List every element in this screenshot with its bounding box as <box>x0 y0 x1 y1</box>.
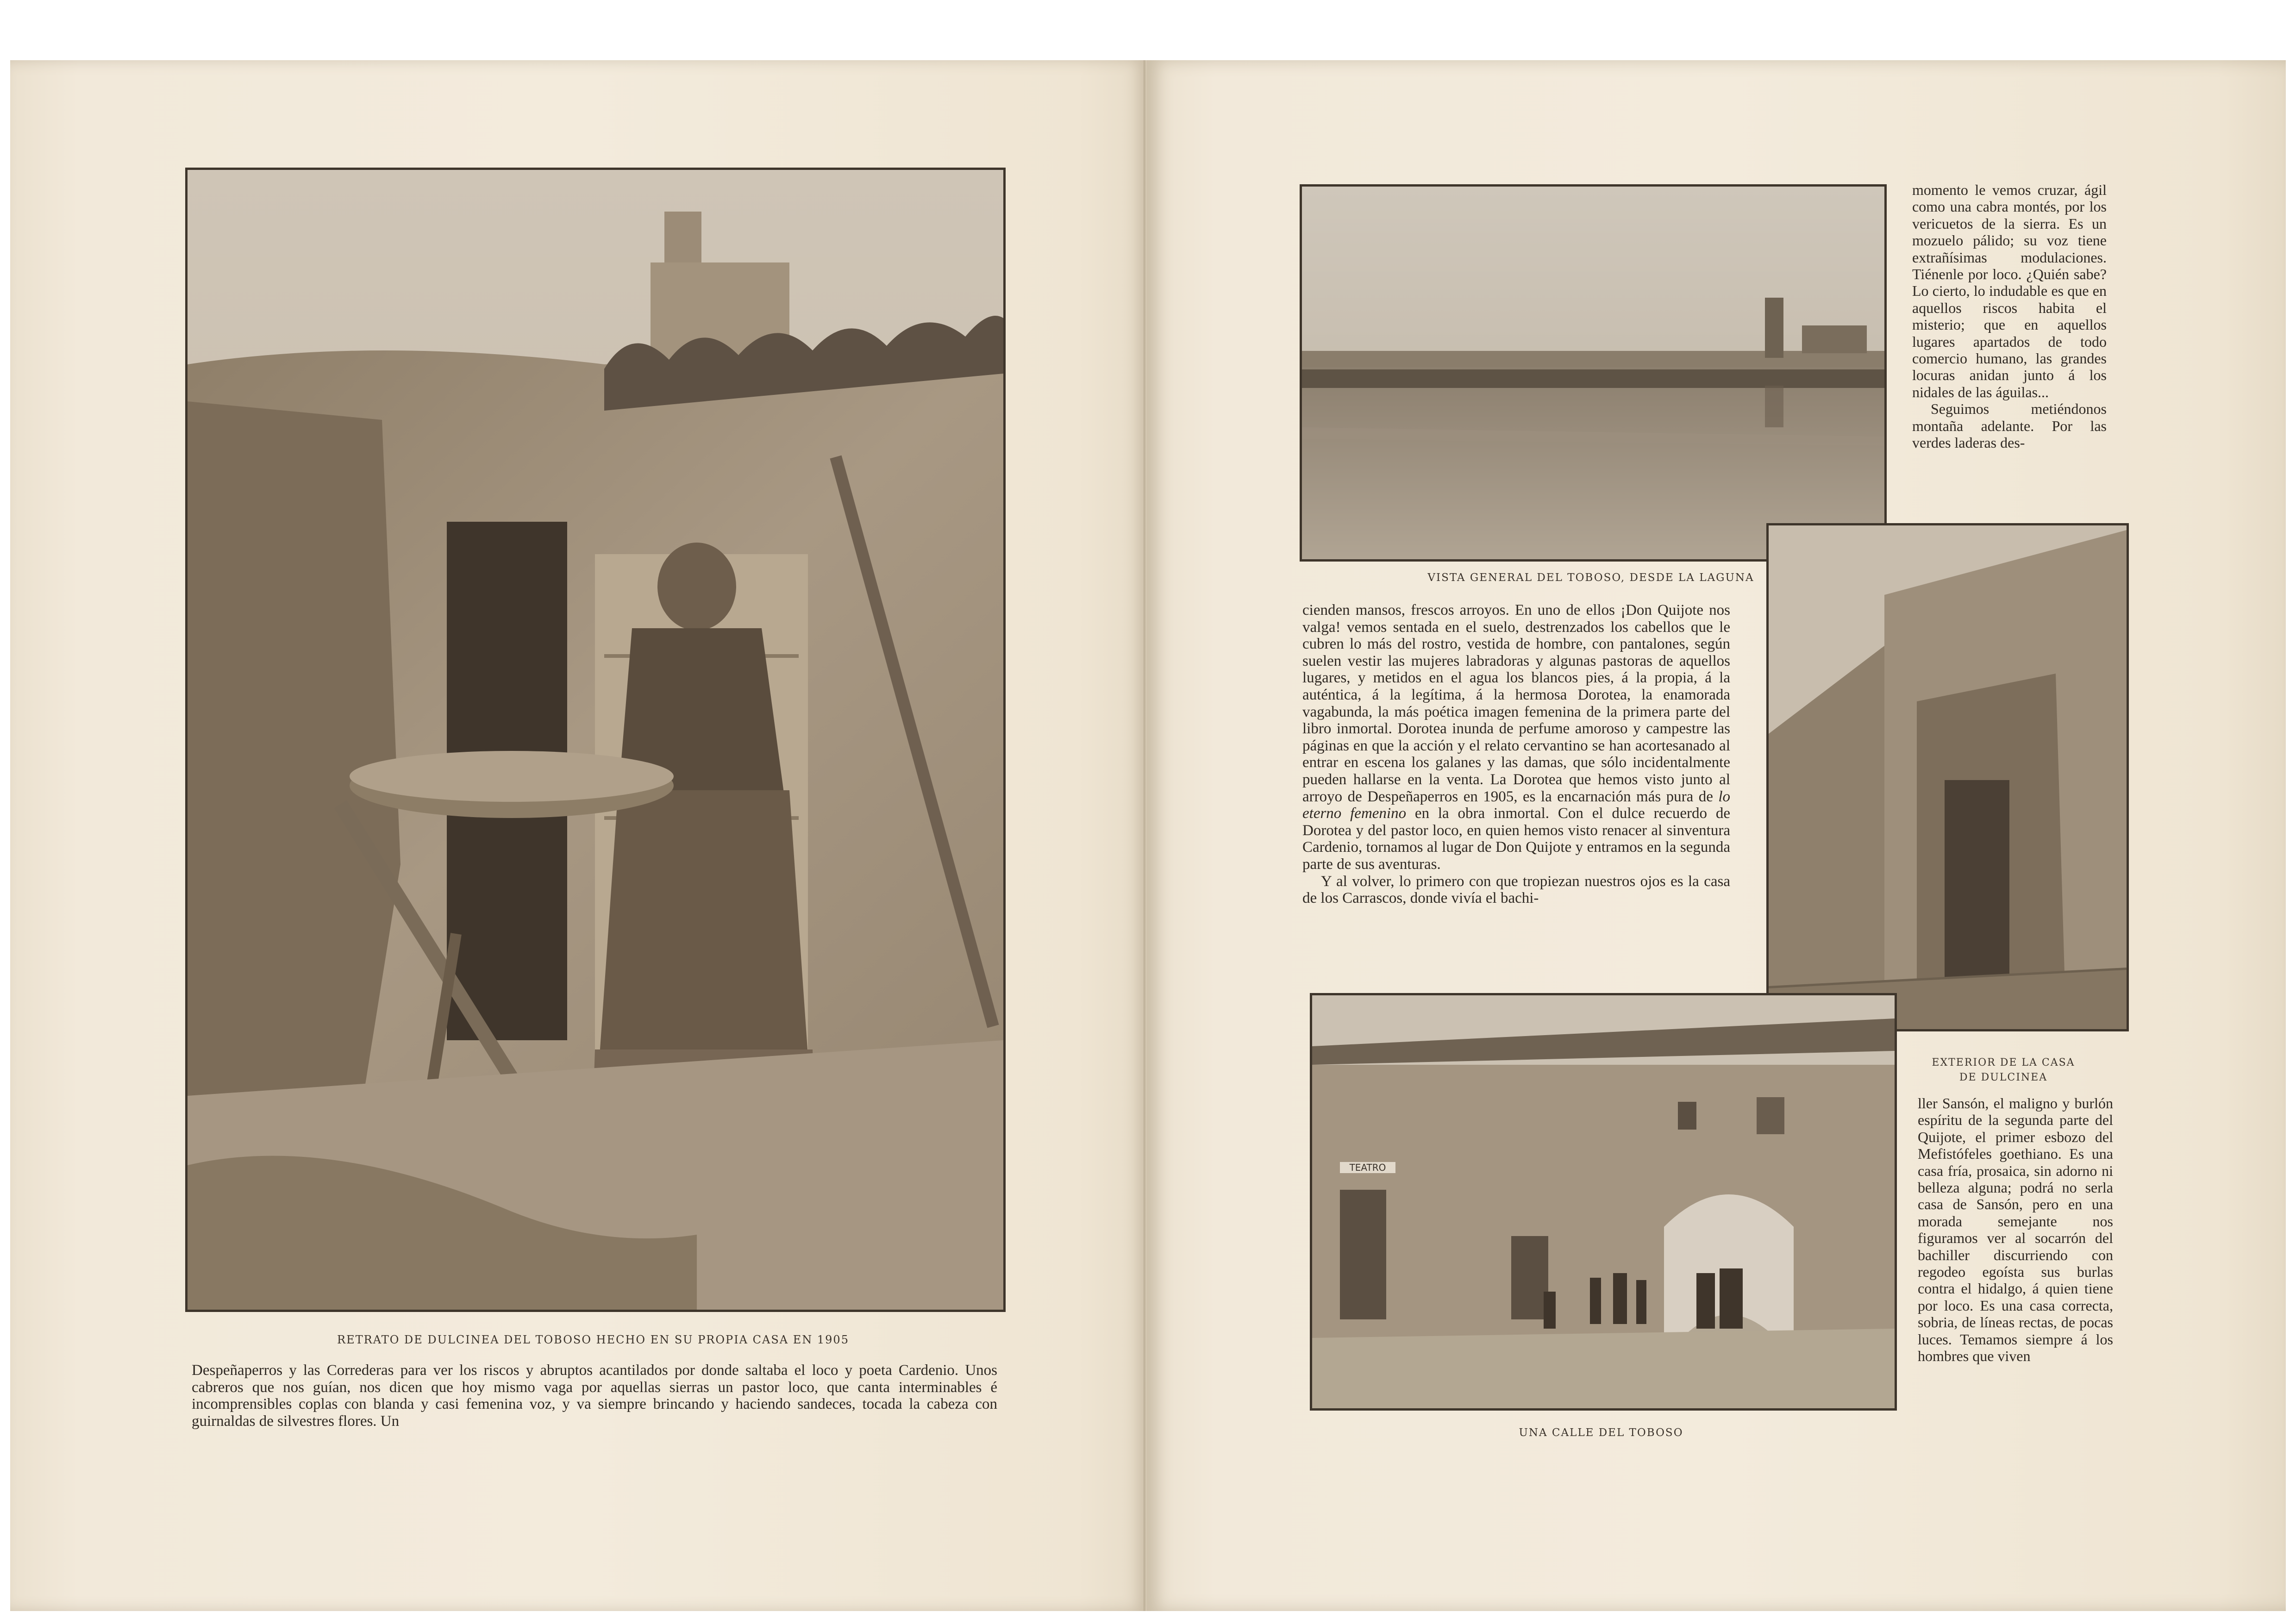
toboso-laguna-photo <box>1300 184 1887 562</box>
dulcinea-house-caption <box>1883 1056 2124 1085</box>
street-caption: UNA CALLE DEL TOBOSO <box>1519 1427 1683 1439</box>
book-spread <box>10 60 2286 1611</box>
toboso-street-photo <box>1310 993 1897 1411</box>
dulcinea-house-photo <box>1766 523 2129 1031</box>
right-page <box>1147 60 2286 1611</box>
left-body-text <box>192 1362 997 1430</box>
street-sign: TEATRO <box>1340 1162 1395 1173</box>
portrait-caption: RETRATO DE DULCINEA DEL TOBOSO HECHO EN SU PROPIA CASA EN 1905 <box>337 1333 849 1346</box>
right-middle-text <box>1302 602 1730 907</box>
right-middle-italic: lo eterno femenino <box>1302 788 1731 822</box>
right-bottom-column <box>1918 1095 2113 1365</box>
dulcinea-house-caption-line: EXTERIOR DE LA CASA <box>1932 1057 2075 1068</box>
right-middle-text-b: en la obra inmortal. Con el dulce recuerdo de Dorotea y del pastor loco, en quien hemos visto renacer al sinventura Cardenio, tornamos al lugar de Don Quijote y entramos en la segunda parte de sus aventuras. <box>1302 805 1730 873</box>
dulcinea-portrait-photo <box>185 168 1006 1312</box>
left-page <box>10 60 1147 1611</box>
right-top-paragraph: momento le vemos cruzar, ágil como una cabra montés, por los vericuetos de la sierra. Es un mozuelo pálido; su voz tiene extrañísimas modulaciones. Tiénenle por loco. ¿Quién sabe? Lo cierto, lo indudable es que en aquellos riscos habita el misterio; que en aquellos lugares apartados de todo comercio humano, las grandes locuras anidan junto á los nidales de las águilas... <box>1912 181 2107 400</box>
right-middle-text-a: cienden mansos, frescos arroyos. En uno de ellos ¡Don Quijote nos valga! vemos sentada en el suelo, destrenzados los cabellos que le cubren lo más del rostro, vestida de hombre, con pantalones, según suelen vestir las mujeres labradoras y algunas pastoras de aquellos lugares, y metidos en el agua los blancos pies, á la propia, á la auténtica, á la legítima, á la hermosa Dorotea, la enamorada vagabunda, la más poética imagen femenina de la primera parte del libro inmortal. Dorotea inunda de perfume amoroso y campestre las páginas en que la acción y el relato cervantino se han acortesanado al entrar en escena los galanes y las damas, que sólo incidentalmente pueden hallarse en la venta. La Dorotea que hemos visto junto al arroyo de Despeñaperros en 1905, es la encarnación más pura de <box>1302 602 1730 805</box>
left-body-paragraph: Despeñaperros y las Correderas para ver los riscos y abruptos acantilados por donde saltaba el loco y poeta Cardenio. Unos cabreros que nos guían, nos dicen que hoy mismo vaga por aquellas sierras un pastor loco, que canta interminables é incomprensibles coplas con blanda y casi femenina voz, y va siempre brincando y haciendo sandeces, tocada la cabeza con guirnaldas de silvestres flores. Un <box>192 1362 997 1430</box>
right-bottom-paragraph: ller Sansón, el maligno y burlón espíritu de la segunda parte del Quijote, el primer esbozo del Mefistófeles goethiano. Es una casa fría, prosaica, sin adorno ni belleza alguna; podrá no serla casa de Sansón, pero en una morada semejante nos figuramos ver al socarrón del bachiller discurriendo con regodeo egoísta sus burlas contra el hidalgo, á quien tiene por loco. Es una casa correcta, sobria, de líneas rectas, de pocas luces. Temamos siempre á los hombres que viven <box>1918 1095 2113 1365</box>
dulcinea-house-caption-line: DE DULCINEA <box>1959 1072 2048 1083</box>
right-middle-paragraph <box>1302 602 1730 873</box>
right-middle-paragraph-2: Y al volver, lo primero con que tropiezan nuestros ojos es la casa de los Carrascos, donde vivía el bachi- <box>1302 873 1730 907</box>
right-top-paragraph-2: Seguimos metiéndonos montaña adelante. Por las verdes laderas des- <box>1912 400 2107 451</box>
right-top-column <box>1912 181 2107 451</box>
laguna-caption: VISTA GENERAL DEL TOBOSO, DESDE LA LAGUNA <box>1427 572 1754 584</box>
